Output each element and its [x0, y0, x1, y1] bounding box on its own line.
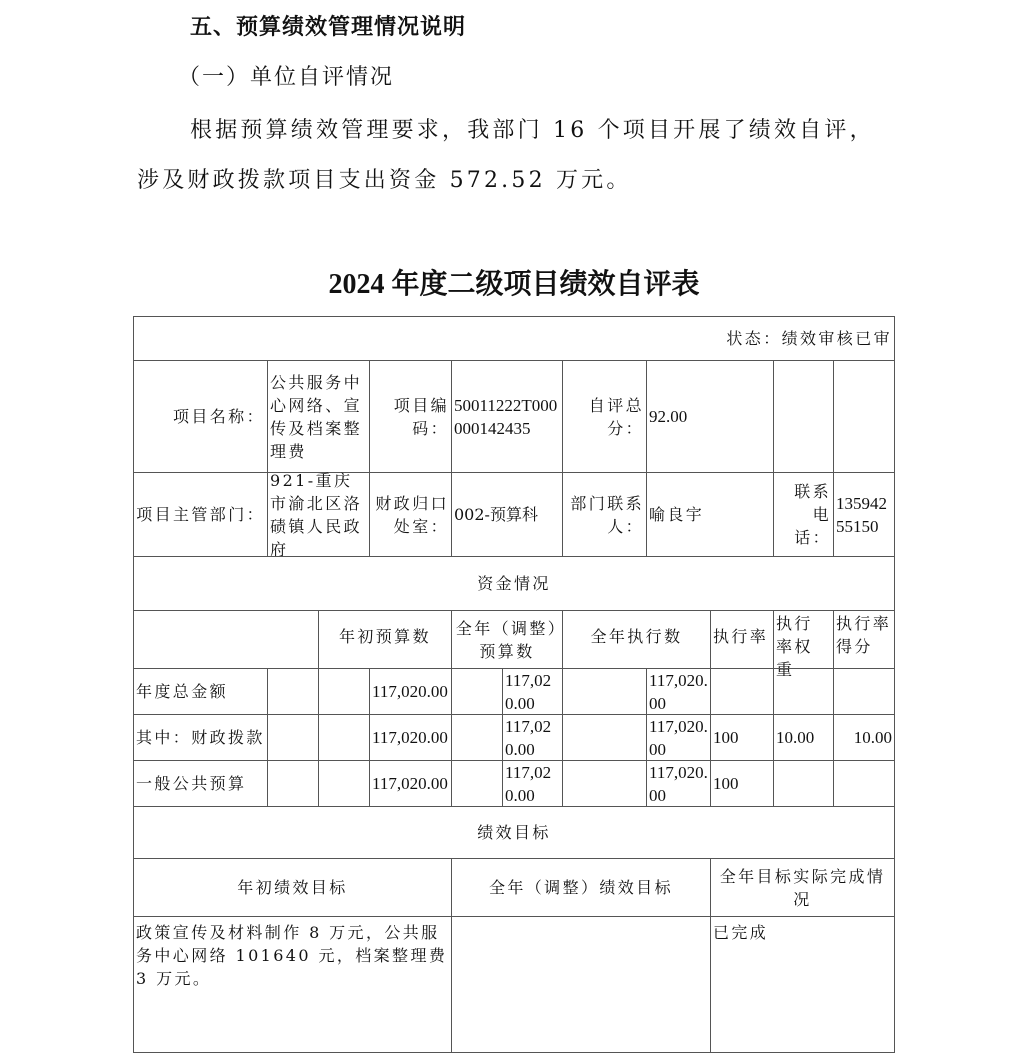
- fund-cell-initial: [369, 760, 452, 807]
- fund-cell-rate: [710, 714, 774, 761]
- fund-value-executed: 117,020.00: [649, 670, 708, 713]
- fund-cell-label: [133, 760, 268, 807]
- label-project-name: 项目名称：: [133, 360, 268, 473]
- fund-value-adjusted: 117,020.00: [505, 762, 552, 805]
- empty-cell: [318, 668, 370, 715]
- fund-cell-label: [133, 668, 268, 715]
- fund-cell-initial: [369, 714, 452, 761]
- empty-cell: [133, 610, 319, 669]
- actual-completion-text: 已完成: [710, 916, 895, 1053]
- status-text: 状态：绩效审核已审: [726, 329, 892, 348]
- empty-cell: [451, 714, 503, 761]
- fund-value-adjusted: 117,020.00: [505, 670, 552, 713]
- empty-cell: [267, 760, 319, 807]
- header-execution-rate: 执行率: [710, 610, 774, 669]
- empty-cell: [267, 714, 319, 761]
- value-finance-office: 002-预算科: [451, 472, 563, 557]
- initial-goal-text: 政策宣传及材料制作 8 万元，公共服务中心网络 101640 元，档案整理费 3 万元。: [133, 916, 452, 1053]
- value-phone: 13594255150: [833, 472, 895, 557]
- fund-cell-executed: [646, 668, 711, 715]
- empty-cell: [267, 668, 319, 715]
- fund-cell-rate: [710, 668, 774, 715]
- fund-cell-weight: [773, 714, 834, 761]
- empty-cell: [833, 360, 895, 473]
- fund-value-initial: 117,020.00: [372, 682, 448, 701]
- fund-cell-executed: [646, 714, 711, 761]
- fund-cell-initial: [369, 668, 452, 715]
- value-score: 92.00: [646, 360, 774, 473]
- header-rate-score: 执行率得分: [833, 610, 895, 669]
- value-project-name: 公共服务中心网络、宣传及档案整理费: [267, 360, 370, 473]
- header-initial-budget: 年初预算数: [318, 610, 452, 669]
- label-contact: 部门联系人：: [562, 472, 647, 557]
- fund-cell-score: [833, 714, 895, 761]
- header-rate-weight: 执行率权重: [773, 610, 834, 669]
- fund-value-weight: 10.00: [776, 728, 815, 747]
- fund-cell-rate: [710, 760, 774, 807]
- value-project-code: 50011222T000000142435: [451, 360, 563, 473]
- empty-cell: [451, 668, 503, 715]
- empty-cell: [562, 760, 647, 807]
- paragraph-line-2: 涉及财政拨款项目支出资金 572.52 万元。: [137, 168, 632, 193]
- fund-cell-label: [133, 714, 268, 761]
- fund-cell-executed: [646, 760, 711, 807]
- label-score: 自评总分：: [562, 360, 647, 473]
- value-department: 921-重庆市渝北区洛碛镇人民政府: [267, 472, 370, 557]
- header-executed: 全年执行数: [562, 610, 711, 669]
- fund-value-initial: 117,020.00: [372, 774, 448, 793]
- fund-value-label: 其中：财政拨款: [136, 728, 265, 747]
- fund-cell-adjusted: [502, 668, 563, 715]
- fund-value-score: 10.00: [853, 728, 892, 747]
- subsection-heading: （一）单位自评情况: [178, 65, 395, 90]
- header-adjusted-budget: 全年（调整）预算数: [451, 610, 563, 669]
- fund-cell-adjusted: [502, 714, 563, 761]
- empty-cell: [562, 668, 647, 715]
- header-adjusted-goal: 全年（调整）绩效目标: [451, 858, 711, 917]
- empty-cell: [562, 714, 647, 761]
- fund-cell-adjusted: [502, 760, 563, 807]
- fund-cell-score: [833, 668, 895, 715]
- fund-value-initial: 117,020.00: [372, 728, 448, 747]
- status-cell: [133, 316, 895, 361]
- funds-section-header: 资金情况: [133, 556, 895, 611]
- header-actual-completion: 全年目标实际完成情况: [710, 858, 895, 917]
- fund-value-rate: 100: [713, 774, 739, 793]
- value-contact: 喻良宇: [646, 472, 774, 557]
- header-initial-goal: 年初绩效目标: [133, 858, 452, 917]
- fund-value-adjusted: 117,020.00: [505, 716, 552, 759]
- table-title: 2024 年度二级项目绩效自评表: [328, 269, 700, 300]
- fund-cell-weight: [773, 760, 834, 807]
- adjusted-goal-text: [451, 916, 711, 1053]
- label-phone: 联系电话：: [773, 472, 834, 557]
- fund-value-label: 年度总金额: [136, 682, 229, 701]
- fund-cell-score: [833, 760, 895, 807]
- fund-value-rate: 100: [713, 728, 739, 747]
- empty-cell: [318, 760, 370, 807]
- empty-cell: [773, 360, 834, 473]
- paragraph-line-1: 根据预算绩效管理要求，我部门 16 个项目开展了绩效自评，: [190, 118, 875, 143]
- label-department: 项目主管部门：: [133, 472, 268, 557]
- fund-value-executed: 117,020.00: [649, 716, 708, 759]
- fund-cell-weight: [773, 668, 834, 715]
- goals-section-header: 绩效目标: [133, 806, 895, 859]
- label-finance-office: 财政归口处室：: [369, 472, 452, 557]
- empty-cell: [318, 714, 370, 761]
- fund-value-label: 一般公共预算: [136, 774, 247, 793]
- section-heading: 五、预算绩效管理情况说明: [190, 14, 467, 40]
- fund-value-executed: 117,020.00: [649, 762, 708, 805]
- label-project-code: 项目编码：: [369, 360, 452, 473]
- empty-cell: [451, 760, 503, 807]
